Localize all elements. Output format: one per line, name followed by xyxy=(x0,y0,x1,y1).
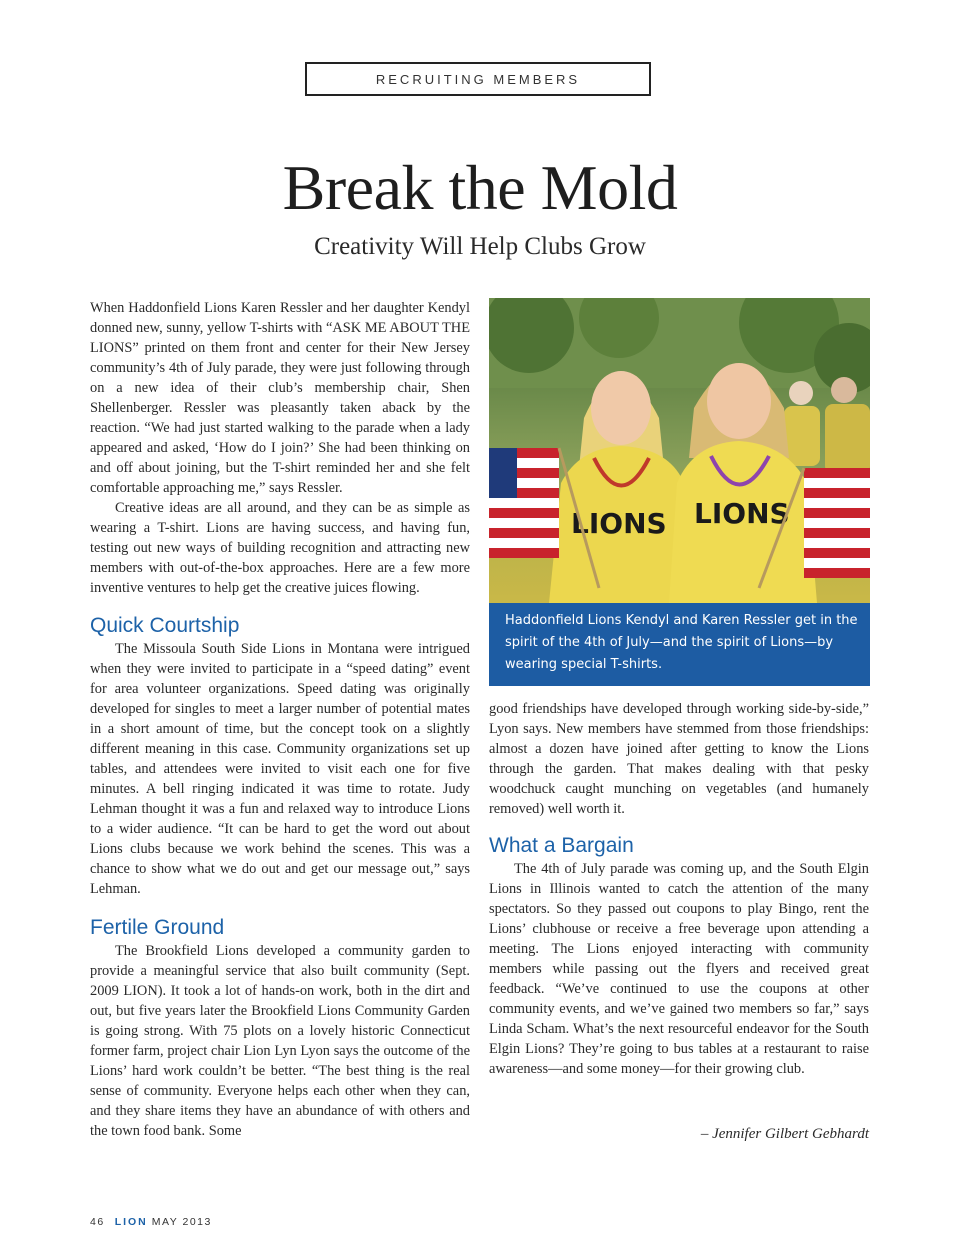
section-label: RECRUITING MEMBERS xyxy=(305,62,651,96)
fertile-ground-paragraph: The Brookfield Lions developed a community garden to provide a meaningful service that also built community (Sept. 2009 LION). It took a lot of hands-on work, both in the dirt and out, but five years later the Brookfield Lions Community Garden is going strong. With 75 plots on a lovely historic Connecticut former farm, project chair Lion Lyn Lyon says the outcome of the Lions’ hard work couldn’t be better. “The best thing is the real sense of community. Everyone helps each other when they can, and they share items they have an abundance of with others and the town food bank. Some xyxy=(90,943,470,1139)
bargain-paragraph: The 4th of July parade was coming up, and the South Elgin Lions in Illinois wanted to catch the attention of the many spectators. So they passed out coupons to play Bingo, rent the Lions’ clubhouse or receive a free beverage upon attending a meeting. The Lions enjoyed interacting with community members while passing out the flyers and received great feedback. “We’ve continued to use the coupons at other community events, and we’ve gained two members so far,” says Linda Scham. What’s the next resourceful endeavor for the South Elgin Lions? They’re going to bus tables at a restaurant to raise awareness—and some money—for their growing club. xyxy=(489,861,869,1077)
article-subtitle: Creativity Will Help Clubs Grow xyxy=(314,233,646,260)
article-title: Break the Mold xyxy=(282,152,678,223)
magazine-name: LION xyxy=(114,1216,148,1228)
shirt-text-right: LIONS xyxy=(694,497,790,530)
heading-quick-courtship: Quick Courtship xyxy=(90,614,240,637)
page-footer xyxy=(90,1216,212,1228)
quick-courtship-paragraph: The Missoula South Side Lions in Montana were intrigued when they were invited to participate in a “speed dating” event for area volunteer organizations. Speed dating was originally developed for singles to meet a larger number of potential mates in a short amount of time, but the concept took on a slightly different meaning in this case. Community organizations set up tables, and attendees were invited to visit each one for five minutes. A bell ringing indicated it was time to rotate. Judy Lehman thought it was a fun and relaxed way to introduce Lions to a wider audience. “It can be hard to get the word out about Lions clubs because we work behind the scenes. This was a chance to show what we do out and get our message out,” says Lehman. xyxy=(90,641,470,897)
heading-what-a-bargain: What a Bargain xyxy=(489,834,634,857)
intro-paragraph-1: When Haddonfield Lions Karen Ressler and her daughter Kendyl donned new, sunny, yellow T-shirts with “ASK ME ABOUT THE LIONS” printed on them front and center for their New Jersey community’s 4th of July parade, they were just following through on a new idea of their club’s membership chair, Shen Shellenberger. Ressler was pleasantly taken aback by the reaction. “We had just started walking to the parade when a lady appeared and asked, ‘How do I join?’ She had been thinking on and off about joining, but the T-shirt reminded her and she felt comfortable approaching me,” says Ressler. xyxy=(90,300,470,496)
heading-fertile-ground: Fertile Ground xyxy=(90,916,225,939)
right-column xyxy=(489,699,869,1079)
page-number: 46 xyxy=(90,1216,105,1228)
issue-date: MAY 2013 xyxy=(151,1216,212,1228)
left-column xyxy=(90,298,470,1141)
photo-caption: Haddonfield Lions Kendyl and Karen Ressler get in the spirit of the 4th of July—and the spirit of Lions—by wearing special T-shirts. xyxy=(489,603,870,686)
intro-paragraph-2: Creative ideas are all around, and they can be as simple as wearing a T-shirt. Lions are having success, and having fun, testing out new ways of building recognition and attracting new members with out-of-the-box approaches. Here are a few more inventive ventures to help get the creative juices flowing. xyxy=(90,500,470,596)
fertile-ground-continued: good friendships have developed through working side-by-side,” Lyon says. New members have stemmed from those friendships: almost a dozen have joined after getting to know the Lions through the garden. That makes dealing with that pesky woodchuck caught munching on vegetables (and humanely removed) well worth it. xyxy=(489,701,869,817)
author-byline: – Jennifer Gilbert Gebhardt xyxy=(700,1126,869,1142)
photo-illustration xyxy=(489,298,870,603)
shirt-text-left: LIONS xyxy=(571,507,667,540)
parade-photo xyxy=(489,298,870,603)
